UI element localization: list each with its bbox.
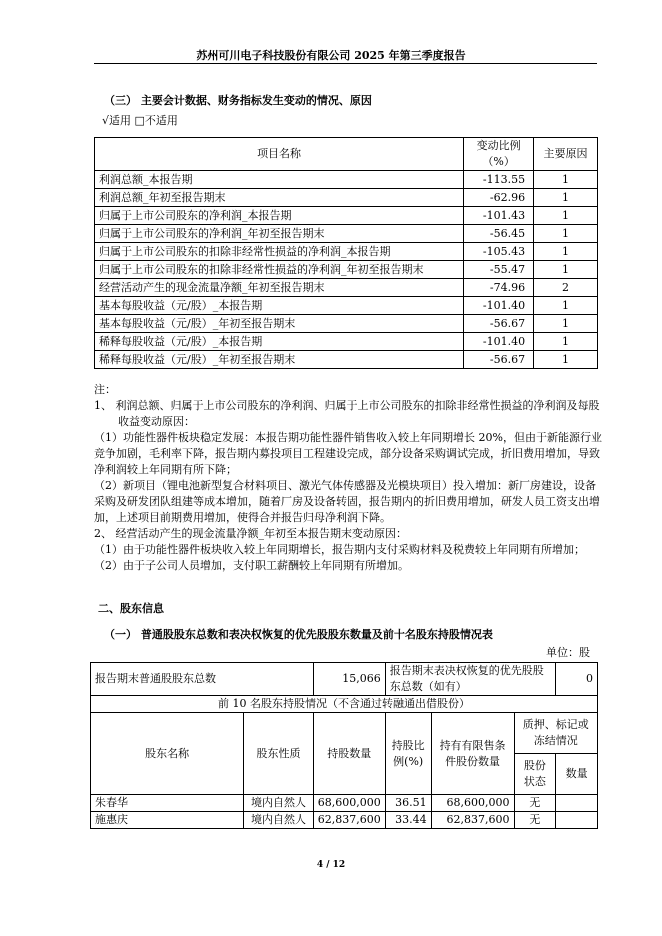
table-row	[95, 351, 598, 369]
report-header-title: 苏州可川电子科技股份有限公司 2025 年第三季度报告	[196, 49, 466, 62]
cell-ratio: -56.45	[464, 225, 534, 243]
change-ratio-table	[94, 137, 598, 369]
col-shareholder-nature: 股东性质	[244, 713, 313, 795]
cell-ratio: -55.47	[464, 261, 534, 279]
cell-ratio: -101.43	[464, 207, 534, 225]
table-row	[95, 189, 598, 207]
cell-ratio: -113.55	[464, 171, 534, 189]
cell-reason: 1	[534, 333, 598, 351]
preferred-holders-label: 报告期末表决权恢复的优先股股东总数（如有）	[385, 663, 556, 696]
note-1: 1、 利润总额、归属于上市公司股东的净利润、归属于上市公司股东的扣除非经常性损益的净利润及每股收益变动原因：	[94, 399, 600, 428]
cell-item: 利润总额_本报告期	[95, 171, 464, 189]
note-2a: （1）由于功能性器件板块收入较上年同期增长，报告期内支付采购材料及税费较上年同期有所增加；	[94, 543, 585, 556]
shareholder-table	[90, 662, 598, 829]
col-ratio: 持股比例(%)	[385, 713, 431, 795]
col-shareholder-name: 股东名称	[91, 713, 244, 795]
cell-ratio: -56.67	[464, 315, 534, 333]
total-holders-label: 报告期末普通股股东总数	[95, 672, 216, 685]
header-item-name: 项目名称	[95, 138, 464, 171]
note-1a: （1）功能性器件板块稳定发展：本报告期功能性器件销售收入较上年同期增长 20%，但由于新能源行业竞争加剧，毛利率下降，报告期内募投项目工程建设完成，部分设备采购调试完成，折旧费用增加，导致净利润较上年同期有所下降；	[94, 431, 602, 476]
table-row	[95, 171, 598, 189]
total-holders-value: 15,066	[313, 663, 385, 696]
table-row	[95, 225, 598, 243]
note-2b: （2）由于子公司人员增加，支付职工薪酬较上年同期有所增加。	[94, 559, 409, 572]
cell-name: 施惠庆	[91, 812, 244, 829]
cell-restricted: 68,600,000	[431, 795, 514, 812]
cell-nature: 境内自然人	[244, 795, 313, 812]
note-1b: （2）新项目（锂电池新型复合材料项目、激光气体传感器及光模块项目）投入增加：新厂房建设，设备采购及研发团队组建等成本增加，随着厂房及设备转固，报告期内的折旧费用增加，研发人员工资支出增加，上述项目前期费用增加，使得合并报告归母净利润下降。	[94, 479, 600, 524]
applicable-checkbox-text: √适用 □不适用	[102, 114, 178, 127]
cell-item: 归属于上市公司股东的扣除非经常性损益的净利润_年初至报告期末	[95, 261, 464, 279]
cell-reason: 1	[534, 243, 598, 261]
table-row	[95, 315, 598, 333]
cell-item: 经营活动产生的现金流量净额_年初至报告期末	[95, 279, 464, 297]
cell-reason: 1	[534, 261, 598, 279]
unit-label: 单位：股	[546, 646, 590, 659]
notes-block	[94, 382, 602, 574]
table-row	[95, 243, 598, 261]
preferred-holders-value: 0	[556, 663, 598, 696]
cell-reason: 1	[534, 225, 598, 243]
cell-shares: 62,837,600	[313, 812, 385, 829]
cell-restricted: 62,837,600	[431, 812, 514, 829]
top10-title: 前 10 名股东持股情况（不含通过转融通出借股份）	[91, 696, 598, 713]
col-shares: 持股数量	[313, 713, 385, 795]
cell-item: 利润总额_年初至报告期末	[95, 189, 464, 207]
table-row	[95, 279, 598, 297]
cell-item: 稀释每股收益（元/股）_本报告期	[95, 333, 464, 351]
table-row	[91, 795, 598, 812]
cell-name: 朱春华	[91, 795, 244, 812]
cell-reason: 1	[534, 189, 598, 207]
cell-status: 无	[514, 812, 556, 829]
cell-shares: 68,600,000	[313, 795, 385, 812]
cell-ratio: -101.40	[464, 297, 534, 315]
cell-status: 无	[514, 795, 556, 812]
table-row	[95, 207, 598, 225]
col-pledge: 质押、标记或冻结情况	[514, 713, 598, 754]
cell-ratio: -105.43	[464, 243, 534, 261]
col-restricted: 持有有限售条件股份数量	[431, 713, 514, 795]
cell-ratio: -101.40	[464, 333, 534, 351]
shareholder-section-title: 二、股东信息	[98, 602, 164, 615]
section-title: （三） 主要会计数据、财务指标发生变动的情况、原因	[104, 94, 372, 107]
cell-ratio: -62.96	[464, 189, 534, 207]
cell-reason: 1	[534, 297, 598, 315]
cell-item: 归属于上市公司股东的净利润_年初至报告期末	[95, 225, 464, 243]
cell-ratio: -56.67	[464, 351, 534, 369]
cell-item: 归属于上市公司股东的净利润_本报告期	[95, 207, 464, 225]
table-row	[95, 297, 598, 315]
cell-nature: 境内自然人	[244, 812, 313, 829]
table-row	[95, 261, 598, 279]
cell-ratio: -74.96	[464, 279, 534, 297]
note-2: 2、 经营活动产生的现金流量净额_年初至本报告期末变动原因：	[94, 527, 407, 540]
header-change-ratio: 变动比例（%）	[464, 138, 534, 171]
cell-item: 稀释每股收益（元/股）_年初至报告期末	[95, 351, 464, 369]
cell-reason: 1	[534, 207, 598, 225]
cell-qty	[556, 812, 598, 829]
cell-item: 基本每股收益（元/股）_年初至报告期末	[95, 315, 464, 333]
cell-reason: 1	[534, 351, 598, 369]
table-row	[91, 812, 598, 829]
cell-item: 基本每股收益（元/股）_本报告期	[95, 297, 464, 315]
header-divider	[94, 63, 597, 64]
cell-item: 归属于上市公司股东的扣除非经常性损益的净利润_本报告期	[95, 243, 464, 261]
cell-reason: 2	[534, 279, 598, 297]
page-number: 4 / 12	[316, 860, 346, 870]
cell-reason: 1	[534, 315, 598, 333]
notes-label: 注：	[94, 383, 116, 396]
shareholder-subtitle: （一） 普通股股东总数和表决权恢复的优先股股东数量及前十名股东持股情况表	[104, 628, 493, 641]
cell-ratio: 33.44	[385, 812, 431, 829]
cell-qty	[556, 795, 598, 812]
cell-ratio: 36.51	[385, 795, 431, 812]
table-row	[95, 333, 598, 351]
col-quantity: 数量	[556, 754, 598, 795]
col-share-status: 股份状态	[514, 754, 556, 795]
header-main-reason: 主要原因	[534, 138, 598, 171]
cell-reason: 1	[534, 171, 598, 189]
